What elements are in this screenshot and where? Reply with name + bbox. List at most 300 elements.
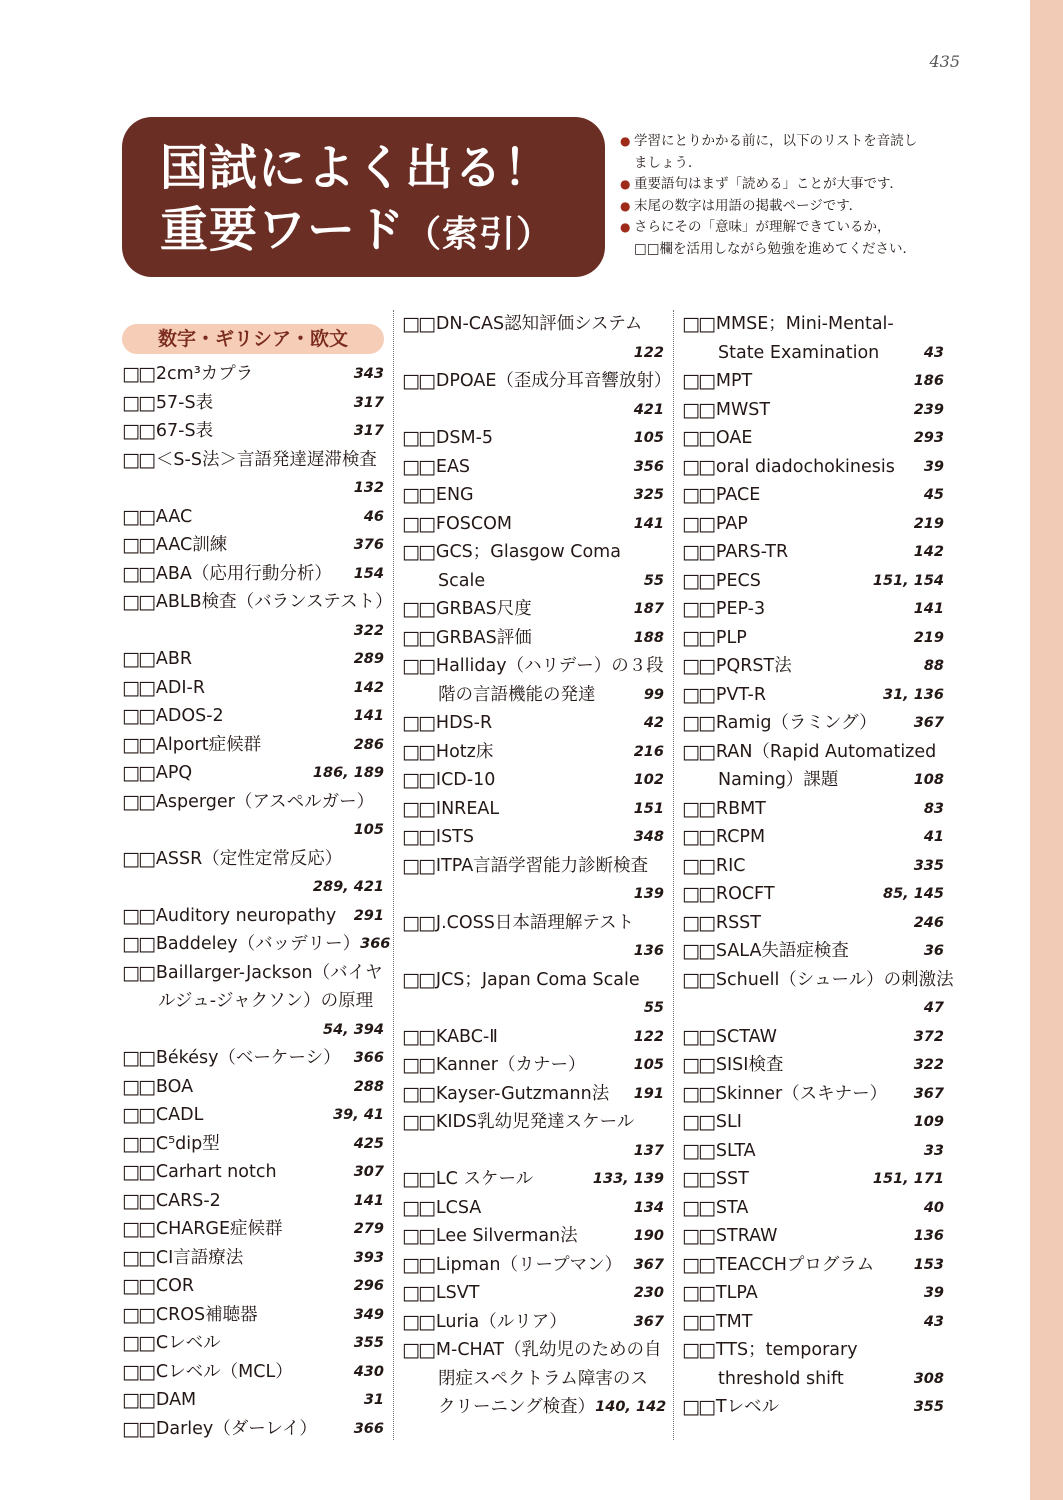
entry-line <box>682 1365 944 1394</box>
checkbox-icon[interactable]: □□ <box>122 705 154 727</box>
checkbox-icon[interactable]: □□ <box>402 1111 434 1133</box>
checkbox-icon[interactable]: □□ <box>682 1225 714 1247</box>
index-entry <box>682 595 944 624</box>
entry-line <box>122 1301 384 1330</box>
page-ref: 36 <box>923 943 944 959</box>
page-ref: 105 <box>353 822 384 838</box>
checkbox-icon[interactable]: □□ <box>682 655 714 677</box>
checkbox-icon[interactable]: □□ <box>682 797 714 820</box>
index-term: Lipman（リープマン） <box>435 1254 623 1275</box>
entry-line <box>402 880 664 909</box>
entry-line <box>682 1308 944 1337</box>
index-term: 57-S表 <box>155 392 214 413</box>
entry-line <box>402 795 664 824</box>
checkbox-icon[interactable]: □□ <box>122 1161 154 1183</box>
checkbox-icon[interactable]: □□ <box>682 1396 714 1418</box>
entry-line <box>122 1329 384 1358</box>
checkbox-icon[interactable]: □□ <box>122 1275 154 1297</box>
index-entry <box>122 446 384 503</box>
index-term: Asperger（アスペルガー） <box>155 791 375 812</box>
page-ref: 376 <box>353 537 384 553</box>
checkbox-icon[interactable]: □□ <box>122 733 154 756</box>
index-term: ICD-10 <box>435 770 496 790</box>
entry-line <box>402 1194 664 1223</box>
checkbox-icon[interactable]: □□ <box>402 1339 434 1361</box>
note-item <box>620 217 960 260</box>
entry-line <box>402 1365 664 1394</box>
checkbox-icon[interactable]: □□ <box>122 648 154 670</box>
checkbox-icon[interactable]: □□ <box>122 1417 154 1440</box>
entry-line <box>122 930 391 959</box>
page-ref: 141 <box>633 515 664 532</box>
title-main: 重要ワード <box>160 202 406 258</box>
checkbox-icon[interactable]: □□ <box>682 569 714 592</box>
checkbox-icon[interactable]: □□ <box>682 1111 714 1133</box>
entry-line <box>682 1051 944 1080</box>
index-entry <box>122 1158 384 1187</box>
page-ref: 322 <box>353 622 384 639</box>
index-entry <box>402 795 664 824</box>
page-ref: 289, 421 <box>312 879 384 895</box>
entry-line <box>402 1393 667 1422</box>
index-term: Tレベル <box>715 1397 780 1417</box>
checkbox-icon[interactable]: □□ <box>402 313 434 335</box>
entry-line <box>402 396 664 425</box>
page-ref: 191 <box>633 1085 664 1102</box>
checkbox-icon[interactable]: □□ <box>402 598 434 620</box>
entry-line <box>122 1073 384 1102</box>
index-term: Cレベル <box>155 1333 221 1353</box>
index-entry <box>402 1023 664 1052</box>
index-entry <box>682 880 944 909</box>
checkbox-icon[interactable]: □□ <box>122 1389 154 1411</box>
entry-line <box>122 1016 384 1045</box>
page-ref: 33 <box>923 1142 944 1159</box>
checkbox-icon[interactable]: □□ <box>122 1104 154 1126</box>
index-entry <box>122 560 384 589</box>
index-term: ABLB検査（バランステスト） <box>155 592 393 612</box>
checkbox-icon[interactable]: □□ <box>682 1339 714 1361</box>
checkbox-icon[interactable]: □□ <box>122 1047 154 1069</box>
entry-line <box>122 987 384 1016</box>
checkbox-icon[interactable]: □□ <box>122 534 154 556</box>
checkbox-icon[interactable]: □□ <box>682 512 714 535</box>
checkbox-icon[interactable]: □□ <box>682 370 714 392</box>
checkbox-icon[interactable]: □□ <box>682 683 714 706</box>
entry-line <box>122 1215 384 1244</box>
entry-line <box>122 588 393 617</box>
index-term: ルジュ-ジャクソン）の原理 <box>158 991 374 1011</box>
checkbox-icon[interactable]: □□ <box>682 1196 714 1219</box>
page-ref: 307 <box>353 1164 384 1180</box>
index-term: oral diadochokinesis <box>715 456 895 477</box>
page-ref: 141 <box>353 708 384 724</box>
page-ref: 349 <box>353 1306 384 1323</box>
checkbox-icon[interactable]: □□ <box>682 626 714 649</box>
checkbox-icon[interactable]: □□ <box>682 740 714 763</box>
section-heading: 数字・ギリシア・欧文 <box>122 324 384 354</box>
checkbox-icon[interactable]: □□ <box>402 484 434 506</box>
checkbox-icon[interactable]: □□ <box>402 1168 434 1190</box>
entry-line <box>402 1279 664 1308</box>
checkbox-icon[interactable]: □□ <box>682 1054 714 1076</box>
note-text: 末尾の数字は用語の掲載ページです． <box>634 197 863 214</box>
index-entry <box>682 1393 944 1422</box>
entry-line <box>122 788 384 817</box>
page-ref: 151 <box>633 800 664 817</box>
index-entry <box>682 1194 944 1223</box>
index-entry <box>122 1358 384 1387</box>
entry-line <box>122 645 384 674</box>
page-number: 435 <box>929 52 960 71</box>
checkbox-icon[interactable]: □□ <box>682 854 714 877</box>
checkbox-icon[interactable]: □□ <box>682 940 714 962</box>
index-column-2 <box>402 310 672 1422</box>
page-ref: 132 <box>353 480 384 496</box>
index-term: PVT-R <box>715 684 766 705</box>
index-entry <box>402 1080 664 1109</box>
index-entry <box>122 959 384 1045</box>
checkbox-icon[interactable]: □□ <box>122 790 154 813</box>
checkbox-icon[interactable]: □□ <box>682 883 714 905</box>
checkbox-icon[interactable]: □□ <box>682 1310 714 1333</box>
entry-line <box>682 937 944 966</box>
index-term: RIC <box>715 855 746 876</box>
index-term: DPOAE（歪成分耳音響放射） <box>435 371 672 391</box>
index-entry <box>402 823 664 852</box>
index-entry <box>122 1272 384 1301</box>
entry-line <box>402 709 664 738</box>
index-entry <box>682 1308 944 1337</box>
index-term: MWST <box>715 399 771 420</box>
index-term: ENG <box>435 485 474 505</box>
page-ref: 46 <box>363 508 384 525</box>
entry-line <box>402 852 664 881</box>
index-term: SISI検査 <box>715 1055 784 1075</box>
entry-line <box>682 396 944 425</box>
entry-line <box>682 709 944 738</box>
index-term: Baddeley（バッデリー） <box>155 934 361 954</box>
index-entry <box>402 310 664 367</box>
entry-line <box>682 510 944 539</box>
index-term: Békésy（ベーケーシ） <box>155 1048 341 1068</box>
index-term: Luria（ルリア） <box>435 1311 567 1332</box>
index-entry <box>682 1279 944 1308</box>
index-term: C⁵dip型 <box>155 1133 220 1154</box>
index-entry <box>402 1251 664 1280</box>
index-term: ADI-R <box>155 677 205 698</box>
index-entry <box>122 389 384 418</box>
entry-line <box>682 595 944 624</box>
index-term: PLP <box>715 627 747 648</box>
index-entry <box>402 652 664 709</box>
page-ref: 141 <box>913 601 944 617</box>
checkbox-icon[interactable]: □□ <box>402 769 434 791</box>
title-line-1: 国試によく出る！ <box>160 140 553 196</box>
checkbox-icon[interactable]: □□ <box>122 904 154 927</box>
checkbox-icon[interactable]: □□ <box>122 1189 154 1212</box>
index-term: GCS；Glasgow Coma <box>435 542 621 562</box>
entry-line <box>402 823 664 852</box>
entry-line <box>402 966 664 995</box>
page-ref: 367 <box>633 1313 664 1330</box>
page-ref: 289 <box>353 651 384 667</box>
index-term: State Examination <box>718 342 880 363</box>
index-term: RAN（Rapid Automatized <box>715 741 937 762</box>
index-entry <box>122 930 391 959</box>
title-sub: （索引） <box>405 214 554 255</box>
checkbox-icon[interactable]: □□ <box>682 1282 714 1304</box>
page-ref: 325 <box>633 487 664 503</box>
title-banner <box>122 117 605 277</box>
index-term: SST <box>715 1169 749 1189</box>
entry-line <box>122 617 384 646</box>
entry-line <box>402 339 664 368</box>
index-term: EAS <box>435 456 471 477</box>
index-entry <box>122 1244 384 1273</box>
checkbox-icon[interactable]: □□ <box>682 1082 714 1105</box>
index-term: GRBAS評価 <box>435 627 532 648</box>
index-term: M-CHAT（乳幼児のための自 <box>435 1340 662 1360</box>
index-term: PECS <box>715 570 761 591</box>
entry-line <box>682 681 944 710</box>
index-term: SLTA <box>715 1140 756 1161</box>
index-entry <box>682 624 944 653</box>
checkbox-icon[interactable]: □□ <box>122 933 154 955</box>
index-term: 67-S表 <box>155 421 214 441</box>
entry-line <box>122 1386 384 1415</box>
bullet-icon: ● <box>620 220 631 234</box>
checkbox-icon[interactable]: □□ <box>402 626 434 649</box>
checkbox-icon[interactable]: □□ <box>122 676 154 699</box>
entry-line <box>402 738 664 767</box>
page-ref: 343 <box>353 366 384 382</box>
checkbox-icon[interactable]: □□ <box>122 1075 154 1098</box>
checkbox-icon[interactable]: □□ <box>122 1132 154 1155</box>
entry-line <box>122 1244 384 1273</box>
index-entry <box>402 1279 664 1308</box>
checkbox-icon[interactable]: □□ <box>402 512 434 535</box>
entry-line <box>122 1130 384 1159</box>
entry-line <box>402 510 664 539</box>
checkbox-icon[interactable]: □□ <box>682 1025 714 1048</box>
entry-line <box>682 1251 944 1280</box>
checkbox-icon[interactable]: □□ <box>122 505 154 528</box>
index-term: TEACCHプログラム <box>715 1254 875 1275</box>
checkbox-icon[interactable]: □□ <box>402 1025 434 1048</box>
index-entry <box>682 1336 944 1393</box>
index-term: SLI <box>715 1112 742 1132</box>
checkbox-icon[interactable]: □□ <box>682 911 714 934</box>
page-ref: 367 <box>913 715 944 731</box>
checkbox-icon[interactable]: □□ <box>682 1253 714 1276</box>
index-entry <box>122 1130 384 1159</box>
page-ref: 39, 41 <box>333 1107 384 1123</box>
page-ref: 186, 189 <box>312 765 384 781</box>
checkbox-icon[interactable]: □□ <box>402 1282 434 1304</box>
entry-line <box>682 1108 944 1137</box>
entry-line <box>122 360 384 389</box>
checkbox-icon[interactable]: □□ <box>402 968 434 991</box>
checkbox-icon[interactable]: □□ <box>122 562 154 585</box>
checkbox-icon[interactable]: □□ <box>402 455 434 478</box>
page-ref: 366 <box>353 1050 384 1066</box>
checkbox-icon[interactable]: □□ <box>402 370 434 392</box>
entry-line <box>682 994 944 1023</box>
checkbox-icon[interactable]: □□ <box>122 591 154 613</box>
page-ref: 151, 154 <box>872 572 944 589</box>
index-term: STRAW <box>715 1226 778 1246</box>
checkbox-icon[interactable]: □□ <box>402 1225 434 1247</box>
checkbox-icon[interactable]: □□ <box>402 740 434 763</box>
entry-line <box>402 994 664 1023</box>
index-entry <box>682 1051 944 1080</box>
index-term: AAC訓練 <box>155 535 228 555</box>
index-term: Ramig（ラミング） <box>715 713 877 733</box>
checkbox-icon[interactable]: □□ <box>402 655 434 677</box>
note-text: □□欄を活用しながら勉強を進めてください． <box>634 240 917 257</box>
page-ref: 421 <box>633 401 664 418</box>
index-entry <box>402 709 664 738</box>
index-term: INREAL <box>435 798 500 819</box>
note-text: ましょう． <box>634 154 702 171</box>
checkbox-icon[interactable]: □□ <box>402 1196 434 1219</box>
index-term: TTS；temporary <box>715 1340 858 1360</box>
index-term: 2cm³カプラ <box>155 364 254 384</box>
entry-line <box>122 1187 384 1216</box>
index-entry <box>682 909 944 938</box>
checkbox-icon[interactable]: □□ <box>122 363 154 385</box>
index-entry <box>682 567 944 596</box>
page-ref: 246 <box>913 914 944 931</box>
checkbox-icon[interactable]: □□ <box>402 1054 434 1076</box>
checkbox-icon[interactable]: □□ <box>122 847 154 870</box>
checkbox-icon[interactable]: □□ <box>402 1310 434 1333</box>
index-term: クリーニング検査） <box>438 1397 596 1417</box>
checkbox-icon[interactable]: □□ <box>122 1303 154 1326</box>
page-ref: 219 <box>913 629 944 646</box>
page-ref: 190 <box>633 1228 664 1244</box>
checkbox-icon[interactable]: □□ <box>402 427 434 449</box>
checkbox-icon[interactable]: □□ <box>402 826 434 848</box>
checkbox-icon[interactable]: □□ <box>402 854 434 877</box>
entry-line <box>682 880 944 909</box>
page-ref: 296 <box>353 1278 384 1294</box>
entry-line <box>402 1222 664 1251</box>
page-ref: 219 <box>913 515 944 532</box>
page-ref: 109 <box>913 1114 944 1130</box>
entry-line <box>122 1272 384 1301</box>
checkbox-icon[interactable]: □□ <box>402 1253 434 1276</box>
entry-line <box>682 1194 944 1223</box>
page-ref: 137 <box>633 1142 664 1159</box>
page-ref: 83 <box>923 800 944 817</box>
index-entry <box>682 1080 944 1109</box>
checkbox-icon[interactable]: □□ <box>122 1360 154 1383</box>
checkbox-icon[interactable]: □□ <box>682 968 714 991</box>
page-ref: 317 <box>353 423 384 439</box>
index-entry <box>122 417 384 446</box>
entry-line <box>122 702 384 731</box>
entry-line <box>122 446 384 475</box>
index-entry <box>682 1137 944 1166</box>
checkbox-icon[interactable]: □□ <box>402 712 434 734</box>
checkbox-icon[interactable]: □□ <box>402 541 434 563</box>
checkbox-icon[interactable]: □□ <box>682 427 714 449</box>
index-term: Baillarger-Jackson（バイヤ <box>155 962 383 983</box>
checkbox-icon[interactable]: □□ <box>682 313 714 335</box>
checkbox-icon[interactable]: □□ <box>122 391 154 414</box>
entry-line <box>122 902 384 931</box>
entry-line <box>682 966 954 995</box>
index-term: ABA（応用行動分析） <box>155 563 332 584</box>
index-term: GRBAS尺度 <box>435 599 532 619</box>
checkbox-icon[interactable]: □□ <box>122 961 154 984</box>
entry-line <box>682 567 944 596</box>
index-entry <box>682 1165 944 1194</box>
checkbox-icon[interactable]: □□ <box>682 598 714 620</box>
index-term: Lee Silverman法 <box>435 1226 578 1246</box>
checkbox-icon[interactable]: □□ <box>122 420 154 442</box>
checkbox-icon[interactable]: □□ <box>682 1139 714 1162</box>
page-ref: 122 <box>633 344 664 361</box>
checkbox-icon[interactable]: □□ <box>122 1332 154 1354</box>
checkbox-icon[interactable]: □□ <box>122 1218 154 1240</box>
entry-line <box>682 823 944 852</box>
checkbox-icon[interactable]: □□ <box>682 398 714 421</box>
index-entry <box>682 966 954 1023</box>
page-ref: 317 <box>353 394 384 411</box>
checkbox-icon[interactable]: □□ <box>122 762 154 784</box>
checkbox-icon[interactable]: □□ <box>122 1246 154 1269</box>
checkbox-icon[interactable]: □□ <box>122 448 154 471</box>
index-entry <box>402 1051 664 1080</box>
index-entry <box>122 788 384 845</box>
entry-line <box>122 531 384 560</box>
index-term: OAE <box>715 428 753 448</box>
checkbox-icon[interactable]: □□ <box>682 826 714 848</box>
index-term: RSST <box>715 912 761 933</box>
checkbox-icon[interactable]: □□ <box>682 455 714 478</box>
entry-line <box>682 738 944 767</box>
page-ref: 291 <box>353 907 384 924</box>
bullet-icon: ● <box>620 198 631 213</box>
page-ref: 54, 394 <box>322 1021 384 1038</box>
checkbox-icon[interactable]: □□ <box>682 712 714 734</box>
entry-line <box>402 1137 664 1166</box>
entry-line <box>682 652 944 681</box>
entry-line <box>402 937 664 966</box>
checkbox-icon[interactable]: □□ <box>402 911 434 934</box>
checkbox-icon[interactable]: □□ <box>402 1082 434 1105</box>
checkbox-icon[interactable]: □□ <box>682 541 714 563</box>
checkbox-icon[interactable]: □□ <box>402 797 434 820</box>
index-entry <box>682 538 944 567</box>
index-entry <box>402 595 664 624</box>
entry-line <box>682 1165 944 1194</box>
checkbox-icon[interactable]: □□ <box>682 484 714 506</box>
entry-line <box>122 873 384 902</box>
entry-line <box>682 1336 944 1365</box>
page-ref: 393 <box>353 1249 384 1266</box>
index-term: RBMT <box>715 798 766 819</box>
index-entry <box>682 510 944 539</box>
index-entry <box>122 645 384 674</box>
index-term: Kayser-Gutzmann法 <box>435 1083 610 1104</box>
checkbox-icon[interactable]: □□ <box>682 1168 714 1190</box>
index-entry <box>402 367 672 424</box>
page-ref: 230 <box>633 1285 664 1301</box>
